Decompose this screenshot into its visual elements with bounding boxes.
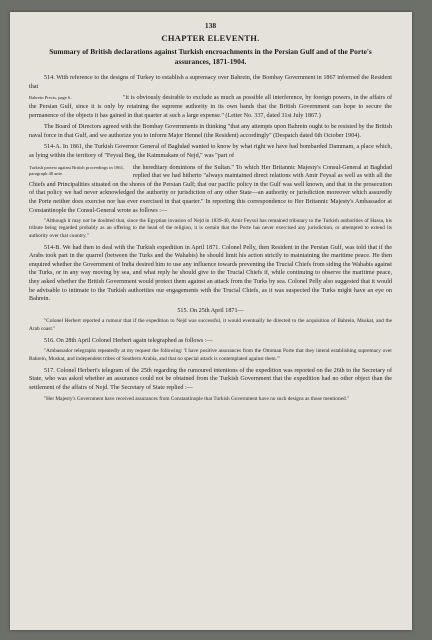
side-note: Turkish protest against British proceedings in 1861, paragraph 48 ante. <box>29 164 125 176</box>
quoted-extract: "Her Majesty's Government have received assurances from Constantinople that Turkish Government have no such designs as those mentioned." <box>44 395 350 402</box>
quote-text: "it is obviously desirable to exclude as much as possible all interference, by foreign powers, in the affairs of the Persian Gulf, since it is only by retaining the supreme authority in its own hands that the British Government can hope to secure the permanence of the objects it has gained in that quarter at such a large expense." (Letter No. 337, dated 31st July 1867.) <box>29 95 392 119</box>
paragraph-514-a-cont <box>29 164 392 216</box>
side-note: Bahrein Precis, page 6. <box>29 95 72 101</box>
quoted-extract: "Although it may not be doubted that, since the Egyptian invasion of Nejd in 1839-40, Amir Feysul has remained tributary to the Turkish authorities of Hassa, his tribute being regarded probably as an offering to the head of the religion, it is certain that the Porte has never exercised any jurisdiction, or attempted to extend its authority over that country." <box>29 218 392 239</box>
paragraph-514-quote <box>29 94 392 120</box>
paragraph-514-a: 514-A. In 1861, the Turkish Governor General of Baghdad wanted to know by what right we have had bombarded Dammam, a place which, as lying within the territory of "Feysul Beg, the Kaimmakam of Nejd," was "part of <box>29 144 392 159</box>
page-content <box>29 21 392 407</box>
paragraph-514-board: The Board of Directors agreed with the Bombay Governments in thinking "that any attempts upon Bahrein ought to be resisted by the British naval force in that Gulf, and we authorize you to inform Major Hennel (the Resident) accordingly" (Despatch dated 6th October 1904). <box>29 124 392 139</box>
paragraph-514: 514. With reference to the designs of Turkey to establish a supremacy over Bahrein, the Bombay Government in 1867 informed the Resident that <box>29 75 392 90</box>
page-number: 138 <box>204 21 217 30</box>
paragraph-517: 517. Colonel Herbert's telegram of the 25th regarding the rumoured intentions of the expedition was reported on the 26th to the Secretary of State, who was asked whether an assurance could not be obtained from the Turkish Government that the expedition had no other object than the settlement of the affairs of Nejd. The Secretary of State replied :— <box>29 367 392 392</box>
paragraph-text: the hereditary dominions of the Sultan." To which Her Britannic Majesty's Consul-General at Baghdad replied that we had hitherto "always maintained direct relations with Amir Feysal as well as with all the Chiefs and Principalities situated on the shores of the Persian Gulf; that our pacific policy in the Gulf was well known, and that in the prosecution of that policy we had never acknowledged the authority or jurisdiction of any other State—an authority or jurisdiction moreover which assuredly the Porte neither does exercise nor has ever exercised in that quarter." In reporting this correspondence to Her Britannic Majesty's Ambassador at Constantinople the Consul-General wrote as follows :— <box>29 164 392 214</box>
quoted-extract: "Ambassador telegraphs repeatedly at my request the following: 'I have positive assurances from the Ottoman Porte that they intend establishing supremacy over Bahrein, Muskat, and independent tribes of Southern Arabia, and that no special attack is contemplated against them.'" <box>29 348 392 362</box>
section-title: Summary of British declarations against Turkish encroachments in the Persian Gulf and of the Porte's assurances, 1871-1904. <box>49 47 372 66</box>
paragraph-516: 516. On 28th April Colonel Herbert again telegraphed as follows :— <box>44 337 213 344</box>
chapter-heading: CHAPTER ELEVENTH. <box>161 33 260 43</box>
quoted-extract: "Colonel Herbert reported a rumour that if the expedition to Nejd was successful, it would eventually be directed to the acquisition of Bahrein, Muskat, and the Arab coast." <box>29 318 392 332</box>
paragraph-515: 515. On 25th April 1871— <box>177 307 244 314</box>
paragraph-514-b: 514-B. We had then to deal with the Turkish expedition in April 1871. Colonel Pelly, then Resident in the Persian Gulf, was told that if the Arabs took part in the quarrel (between the Turks and the Wahabis) he should limit his action strictly to maintaining the maritime peace. He then enquired whether the Government of India desired him to use any influence towards preventing the Trucial Chiefs from siding the Wahabis against the Turks, or in any way moving by sea, and what reply he should give to the Trucial Chiefs if, while continuing to observe the maritime peace, they asked whether the British Government would protect them against an attack from the Turks by sea. Colonel Pelly also suggested that it would be advisable to intimate to the Turkish authorities our engagements with the Trucial Chiefs, as it was suspected the Turks might have an eye on Bahrein. <box>29 244 392 303</box>
document-page <box>10 12 412 630</box>
